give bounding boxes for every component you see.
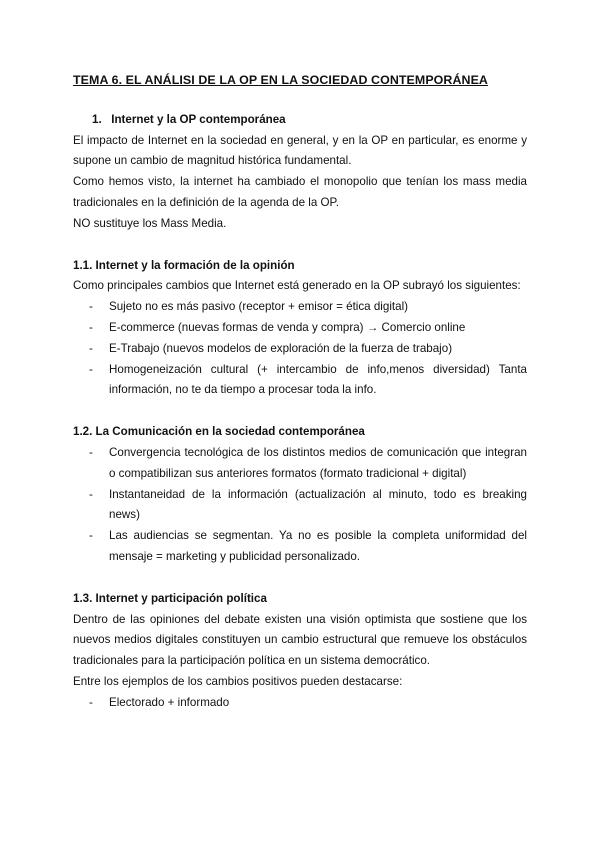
list-item-text: E-Trabajo (nuevos modelos de exploración de la fuerza de trabajo) <box>109 341 453 355</box>
section-1-3-paragraph-2: Entre los ejemplos de los cambios positivos pueden destacarse: <box>73 674 403 688</box>
section-1-1-list <box>73 297 527 401</box>
list-item <box>73 526 527 568</box>
list-item <box>73 360 527 402</box>
list-item-text: Convergencia tecnológica de los distintos medios de comunicación que integran o compatibilizan sus anteriores formatos (formato tradicional + digital) <box>109 445 527 480</box>
document-title: TEMA 6. EL ANÁLISI DE LA OP EN LA SOCIEDAD CONTEMPORÁNEA <box>73 73 488 87</box>
section-1-3-heading: 1.3. Internet y participación política <box>73 591 267 605</box>
list-item <box>73 485 527 527</box>
list-item-text: Sujeto no es más pasivo (receptor + emisor = ética digital) <box>109 300 409 314</box>
bullet-dash: - <box>89 445 93 459</box>
bullet-dash: - <box>89 300 93 314</box>
bullet-dash: - <box>89 362 93 376</box>
section-1-paragraph-2: Como hemos visto, la internet ha cambiado el monopolio que tenían los mass media tradicionales en la definición de la agenda de la OP. <box>73 175 527 209</box>
section-1-1-heading: 1.1. Internet y la formación de la opinión <box>73 258 295 272</box>
bullet-dash: - <box>89 341 93 355</box>
section-1-3-list <box>73 693 527 714</box>
bullet-dash: - <box>89 487 93 501</box>
bullet-dash: - <box>89 695 93 709</box>
section-1-heading-text: Internet y la OP contemporánea <box>111 112 286 126</box>
section-1-heading <box>73 110 527 131</box>
list-item <box>73 339 527 360</box>
bullet-dash: - <box>89 320 93 334</box>
section-1-3-paragraph-1: Dentro de las opiniones del debate existen una visión optimista que sostiene que los nuevos medios digitales constituyen un cambio estructural que remueve los obstáculos tradicionales para la participación política en un sistema democrático. <box>73 612 527 668</box>
list-item-text: Las audiencias se segmentan. Ya no es posible la completa uniformidad del mensaje = marketing y publicidad personalizado. <box>109 529 527 563</box>
section-1-2-list <box>73 443 527 568</box>
bullet-dash: - <box>89 529 93 543</box>
list-item <box>73 443 527 485</box>
list-item <box>73 297 527 318</box>
section-1-paragraph-3: NO sustituye los Mass Media. <box>73 216 227 230</box>
section-1-paragraph-1: El impacto de Internet en la sociedad en general, y en la OP en particular, es enorme y supone un cambio de magnitud histórica fundamental. <box>73 133 527 168</box>
section-1-number: 1. <box>92 112 102 126</box>
list-item <box>73 318 527 339</box>
list-item-text: Electorado + informado <box>109 695 230 709</box>
section-1-1-intro: Como principales cambios que Internet está generado en la OP subrayó los siguientes: <box>73 279 521 293</box>
list-item-text: Instantaneidad de la información (actualización al minuto, todo es breaking news) <box>109 487 527 522</box>
list-item <box>73 693 527 714</box>
list-item-text: E-commerce (nuevas formas de venda y compra) → Comercio online <box>109 320 466 334</box>
list-item-text: Homogeneización cultural (+ intercambio de info,menos diversidad) Tanta información, no te da tiempo a procesar toda la info. <box>109 362 527 397</box>
section-1-2-heading: 1.2. La Comunicación en la sociedad contemporánea <box>73 425 365 439</box>
